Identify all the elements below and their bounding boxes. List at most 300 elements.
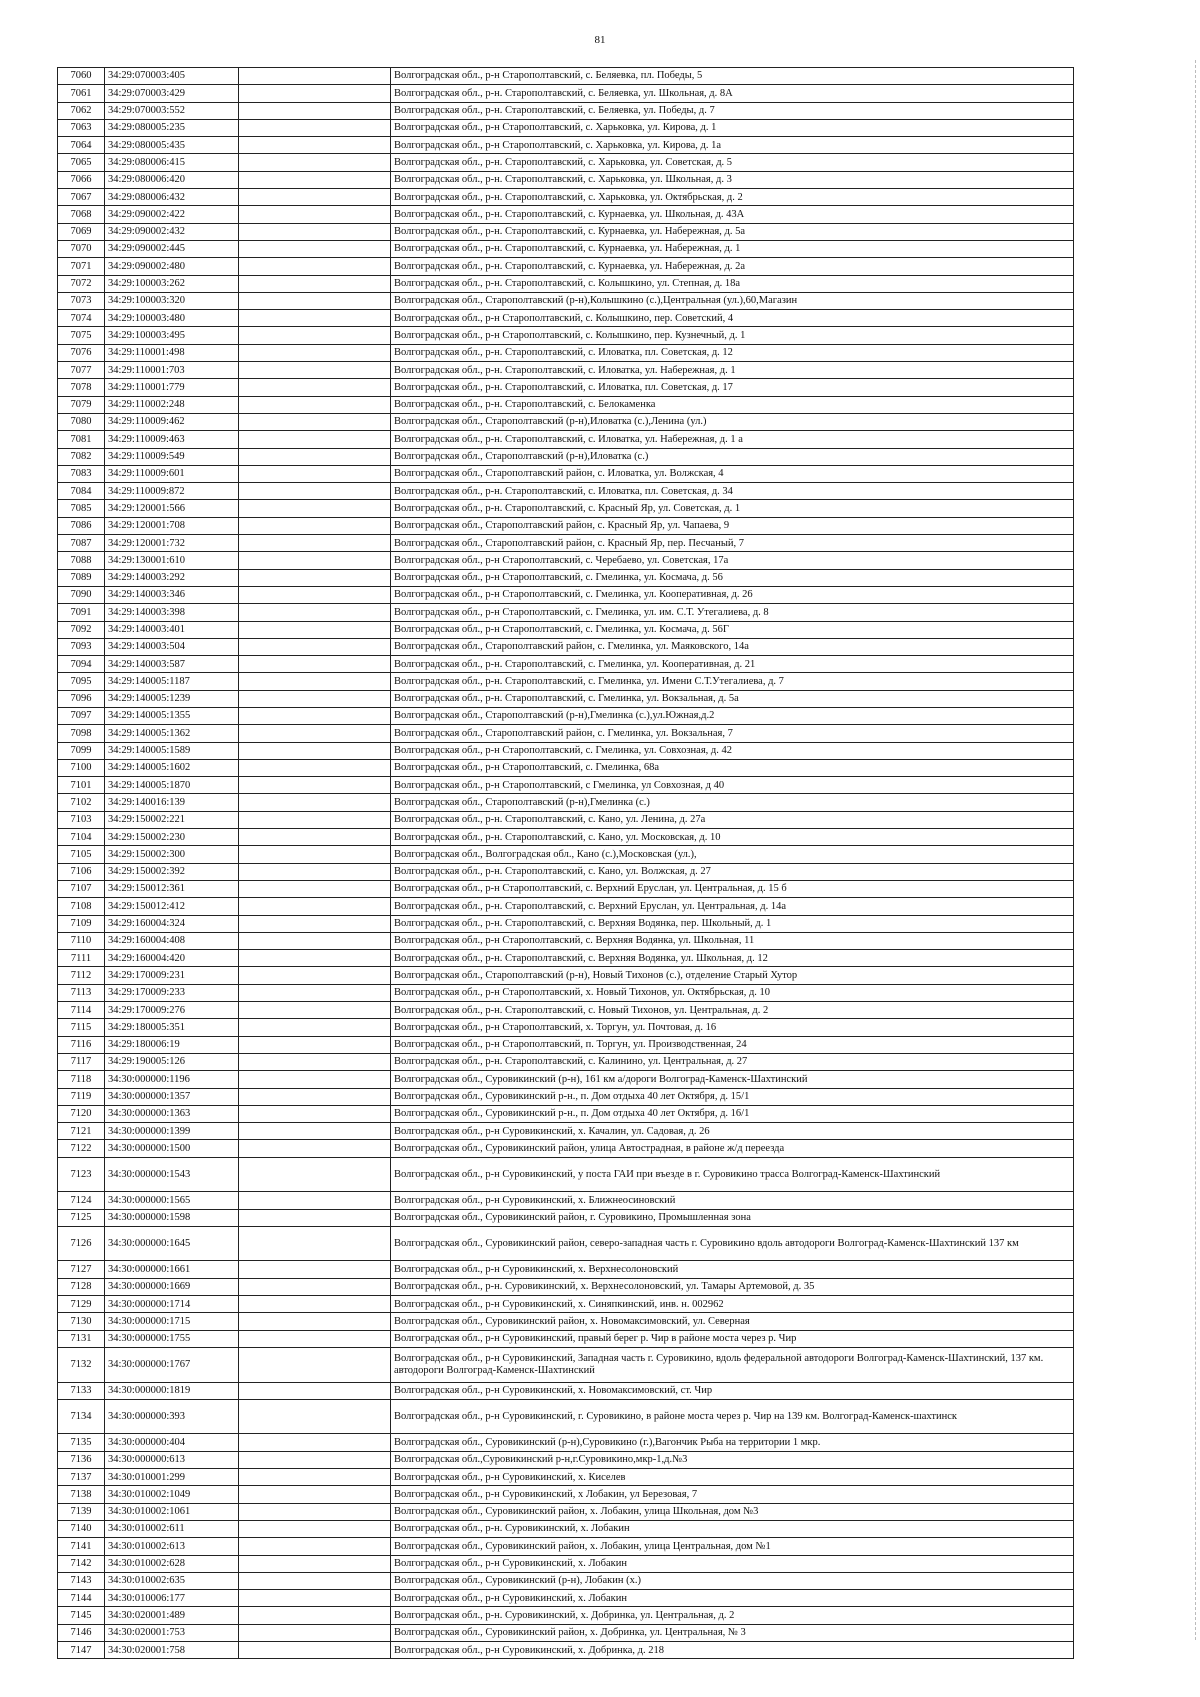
cadastral-number: 34:29:160004:420 xyxy=(105,950,239,967)
table-row xyxy=(58,1572,1074,1589)
cadastral-number: 34:30:000000:1819 xyxy=(105,1382,239,1399)
blank-cell xyxy=(239,932,391,949)
blank-cell xyxy=(239,1088,391,1105)
table-row xyxy=(58,829,1074,846)
table-row xyxy=(58,725,1074,742)
blank-cell xyxy=(239,1642,391,1659)
address-cell: Волгоградская обл., р-н. Старополтавский, с. Харьковка, ул. Советская, д. 5 xyxy=(391,154,1074,171)
row-number: 7125 xyxy=(58,1209,105,1226)
address-cell: Волгоградская обл., р-н. Старополтавский, с. Гмелинка, ул. Кооперативная, д. 21 xyxy=(391,656,1074,673)
row-number: 7073 xyxy=(58,292,105,309)
cadastral-number: 34:29:170009:276 xyxy=(105,1002,239,1019)
address-cell: Волгоградская обл., Старополтавский район, с. Красный Яр, ул. Чапаева, 9 xyxy=(391,517,1074,534)
cadastral-number: 34:29:090002:445 xyxy=(105,240,239,257)
cadastral-number: 34:30:010002:1061 xyxy=(105,1503,239,1520)
cadastral-number: 34:29:140005:1602 xyxy=(105,759,239,776)
address-cell: Волгоградская обл., р-н. Старополтавский, с. Иловатка, пл. Советская, д. 12 xyxy=(391,344,1074,361)
address-cell: Волгоградская обл., р-н Суровикинский, х Лобакин, ул Березовая, 7 xyxy=(391,1486,1074,1503)
address-cell: Волгоградская обл., Старополтавский район, с. Гмелинка, ул. Маяковского, 14а xyxy=(391,638,1074,655)
address-cell: Волгоградская обл., Старополтавский район, с. Иловатка, ул. Волжская, 4 xyxy=(391,465,1074,482)
row-number: 7143 xyxy=(58,1572,105,1589)
row-number: 7093 xyxy=(58,638,105,655)
blank-cell xyxy=(239,915,391,932)
table-row xyxy=(58,1123,1074,1140)
blank-cell xyxy=(239,1607,391,1624)
blank-cell xyxy=(239,950,391,967)
table-row xyxy=(58,396,1074,413)
table-row xyxy=(58,707,1074,724)
cadastral-number: 34:30:000000:1714 xyxy=(105,1296,239,1313)
table-row xyxy=(58,137,1074,154)
table-row xyxy=(58,690,1074,707)
row-number: 7071 xyxy=(58,258,105,275)
blank-cell xyxy=(239,1192,391,1209)
cadastral-number: 34:29:110009:872 xyxy=(105,483,239,500)
blank-cell xyxy=(239,1330,391,1347)
cadastral-number: 34:29:140003:398 xyxy=(105,604,239,621)
address-cell: Волгоградская обл., р-н Старополтавский, с. Колышкино, пер. Советский, 4 xyxy=(391,310,1074,327)
table-row xyxy=(58,880,1074,897)
row-number: 7137 xyxy=(58,1469,105,1486)
table-row xyxy=(58,915,1074,932)
row-number: 7138 xyxy=(58,1486,105,1503)
table-row xyxy=(58,863,1074,880)
cadastral-number: 34:29:110009:549 xyxy=(105,448,239,465)
table-row xyxy=(58,1209,1074,1226)
cadastral-number: 34:29:100003:480 xyxy=(105,310,239,327)
table-row xyxy=(58,1157,1074,1192)
cadastral-number: 34:29:140005:1589 xyxy=(105,742,239,759)
row-number: 7098 xyxy=(58,725,105,742)
address-cell: Волгоградская обл., р-н Старополтавский, с. Гмелинка, ул. Космача, д. 56Г xyxy=(391,621,1074,638)
cadastral-number: 34:30:000000:1767 xyxy=(105,1347,239,1382)
address-cell: Волгоградская обл., Старополтавский (р-н), Новый Тихонов (с.), отделение Старый Хутор xyxy=(391,967,1074,984)
blank-cell xyxy=(239,1209,391,1226)
address-cell: Волгоградская обл., Суровикинский район, улица Автострадная, в районе ж/д переезда xyxy=(391,1140,1074,1157)
blank-cell xyxy=(239,1469,391,1486)
cadastral-number: 34:29:150002:221 xyxy=(105,811,239,828)
cadastral-number: 34:29:140005:1870 xyxy=(105,777,239,794)
blank-cell xyxy=(239,984,391,1001)
table-row xyxy=(58,1486,1074,1503)
row-number: 7127 xyxy=(58,1261,105,1278)
table-row xyxy=(58,638,1074,655)
row-number: 7097 xyxy=(58,707,105,724)
blank-cell xyxy=(239,846,391,863)
row-number: 7074 xyxy=(58,310,105,327)
cadastral-number: 34:29:150012:361 xyxy=(105,880,239,897)
row-number: 7122 xyxy=(58,1140,105,1157)
row-number: 7131 xyxy=(58,1330,105,1347)
table-row xyxy=(58,517,1074,534)
blank-cell xyxy=(239,1036,391,1053)
table-row xyxy=(58,1071,1074,1088)
row-number: 7065 xyxy=(58,154,105,171)
cadastral-number: 34:30:000000:1598 xyxy=(105,1209,239,1226)
cadastral-number: 34:29:100003:320 xyxy=(105,292,239,309)
cadastral-number: 34:29:140005:1355 xyxy=(105,707,239,724)
address-cell: Волгоградская обл., Суровикинский район, х. Лобакин, улица Школьная, дом №3 xyxy=(391,1503,1074,1520)
row-number: 7100 xyxy=(58,759,105,776)
blank-cell xyxy=(239,119,391,136)
address-cell: Волгоградская обл., р-н Суровикинский, х. Лобакин xyxy=(391,1590,1074,1607)
blank-cell xyxy=(239,68,391,85)
row-number: 7070 xyxy=(58,240,105,257)
row-number: 7062 xyxy=(58,102,105,119)
table-row xyxy=(58,604,1074,621)
address-cell: Волгоградская обл., р-н Старополтавский, с. Верхняя Водянка, ул. Школьная, 11 xyxy=(391,932,1074,949)
address-cell: Волгоградская обл., р-н. Старополтавский, с. Верхняя Водянка, ул. Школьная, д. 12 xyxy=(391,950,1074,967)
address-cell: Волгоградская обл., р-н Старополтавский, с. Черебаево, ул. Советская, 17а xyxy=(391,552,1074,569)
address-cell: Волгоградская обл., р-н Старополтавский, х. Торгун, ул. Почтовая, д. 16 xyxy=(391,1019,1074,1036)
table-row xyxy=(58,1261,1074,1278)
address-cell: Волгоградская обл., р-н Старополтавский, с. Колышкино, пер. Кузнечный, д. 1 xyxy=(391,327,1074,344)
page-number: 81 xyxy=(594,34,606,46)
row-number: 7104 xyxy=(58,829,105,846)
address-cell: Волгоградская обл.,Суровикинский р-н,г.Суровикино,мкр-1,д.№3 xyxy=(391,1451,1074,1468)
blank-cell xyxy=(239,1434,391,1451)
row-number: 7144 xyxy=(58,1590,105,1607)
table-row xyxy=(58,1347,1074,1382)
address-cell: Волгоградская обл., р-н Старополтавский, с. Харьковка, ул. Кирова, д. 1а xyxy=(391,137,1074,154)
address-cell: Волгоградская обл., р-н. Старополтавский, с. Гмелинка, ул. Имени С.Т.Утегалиева, д. 7 xyxy=(391,673,1074,690)
address-cell: Волгоградская обл., р-н. Старополтавский, с. Курнаевка, ул. Школьная, д. 43А xyxy=(391,206,1074,223)
table-row xyxy=(58,362,1074,379)
address-cell: Волгоградская обл., Суровикинский (р-н),Суровикино (г.),Вагончик Рыба на территории 1 мкр. xyxy=(391,1434,1074,1451)
blank-cell xyxy=(239,621,391,638)
address-cell: Волгоградская обл., р-н Старополтавский, с. Гмелинка, ул. им. С.Т. Утегалиева, д. 8 xyxy=(391,604,1074,621)
blank-cell xyxy=(239,240,391,257)
table-row xyxy=(58,448,1074,465)
table-row xyxy=(58,119,1074,136)
row-number: 7083 xyxy=(58,465,105,482)
address-cell: Волгоградская обл., Суровикинский район, х. Новомаксимовский, ул. Северная xyxy=(391,1313,1074,1330)
cadastral-number: 34:29:080006:415 xyxy=(105,154,239,171)
table-row xyxy=(58,1088,1074,1105)
row-number: 7112 xyxy=(58,967,105,984)
blank-cell xyxy=(239,967,391,984)
row-number: 7067 xyxy=(58,189,105,206)
cadastral-number: 34:30:010006:177 xyxy=(105,1590,239,1607)
row-number: 7108 xyxy=(58,898,105,915)
row-number: 7090 xyxy=(58,586,105,603)
address-cell: Волгоградская обл., р-н. Старополтавский, с. Беляевка, ул. Победы, д. 7 xyxy=(391,102,1074,119)
row-number: 7101 xyxy=(58,777,105,794)
blank-cell xyxy=(239,1503,391,1520)
table-row xyxy=(58,1624,1074,1641)
table-row xyxy=(58,1555,1074,1572)
row-number: 7105 xyxy=(58,846,105,863)
blank-cell xyxy=(239,1140,391,1157)
table-row xyxy=(58,171,1074,188)
address-cell: Волгоградская обл., Старополтавский (р-н),Гмелинка (с.) xyxy=(391,794,1074,811)
cadastral-number: 34:29:090002:480 xyxy=(105,258,239,275)
address-cell: Волгоградская обл., Суровикинский (р-н), 161 км а/дороги Волгоград-Каменск-Шахтинский xyxy=(391,1071,1074,1088)
address-cell: Волгоградская обл., р-н. Старополтавский, с. Верхняя Водянка, пер. Школьный, д. 1 xyxy=(391,915,1074,932)
row-number: 7147 xyxy=(58,1642,105,1659)
cadastral-number: 34:30:000000:1500 xyxy=(105,1140,239,1157)
table-row xyxy=(58,1053,1074,1070)
row-number: 7080 xyxy=(58,413,105,430)
row-number: 7110 xyxy=(58,932,105,949)
cadastral-number: 34:30:000000:1363 xyxy=(105,1105,239,1122)
table-row xyxy=(58,1105,1074,1122)
table-row xyxy=(58,500,1074,517)
address-cell: Волгоградская обл., р-н Старополтавский, х. Новый Тихонов, ул. Октябрьская, д. 10 xyxy=(391,984,1074,1001)
address-cell: Волгоградская обл., р-н. Старополтавский, с. Иловатка, ул. Набережная, д. 1 а xyxy=(391,431,1074,448)
row-number: 7072 xyxy=(58,275,105,292)
table-row xyxy=(58,189,1074,206)
row-number: 7064 xyxy=(58,137,105,154)
cadastral-number: 34:30:010002:1049 xyxy=(105,1486,239,1503)
blank-cell xyxy=(239,327,391,344)
address-cell: Волгоградская обл., р-н Старополтавский, п. Торгун, ул. Производственная, 24 xyxy=(391,1036,1074,1053)
table-row xyxy=(58,206,1074,223)
blank-cell xyxy=(239,1105,391,1122)
table-row xyxy=(58,794,1074,811)
blank-cell xyxy=(239,1399,391,1434)
address-cell: Волгоградская обл., р-н Старополтавский, с. Гмелинка, ул. Совхозная, д. 42 xyxy=(391,742,1074,759)
table-row xyxy=(58,932,1074,949)
table-row xyxy=(58,465,1074,482)
row-number: 7130 xyxy=(58,1313,105,1330)
table-row xyxy=(58,431,1074,448)
table-row xyxy=(58,950,1074,967)
blank-cell xyxy=(239,1157,391,1192)
address-cell: Волгоградская обл., р-н. Старополтавский, с. Иловатка, пл. Советская, д. 17 xyxy=(391,379,1074,396)
blank-cell xyxy=(239,1538,391,1555)
address-cell: Волгоградская обл., р-н. Старополтавский, с. Беляевка, ул. Школьная, д. 8А xyxy=(391,85,1074,102)
cadastral-number: 34:29:170009:233 xyxy=(105,984,239,1001)
blank-cell xyxy=(239,586,391,603)
table-row xyxy=(58,586,1074,603)
table-row xyxy=(58,1278,1074,1295)
address-cell: Волгоградская обл., р-н. Старополтавский, с. Курнаевка, ул. Набережная, д. 2а xyxy=(391,258,1074,275)
blank-cell xyxy=(239,500,391,517)
cadastral-number: 34:30:000000:1645 xyxy=(105,1226,239,1261)
table-row xyxy=(58,1019,1074,1036)
blank-cell xyxy=(239,552,391,569)
cadastral-number: 34:29:110009:601 xyxy=(105,465,239,482)
blank-cell xyxy=(239,517,391,534)
row-number: 7087 xyxy=(58,535,105,552)
row-number: 7120 xyxy=(58,1105,105,1122)
row-number: 7129 xyxy=(58,1296,105,1313)
row-number: 7103 xyxy=(58,811,105,828)
row-number: 7141 xyxy=(58,1538,105,1555)
blank-cell xyxy=(239,1347,391,1382)
blank-cell xyxy=(239,344,391,361)
cadastral-number: 34:29:100003:495 xyxy=(105,327,239,344)
cadastral-number: 34:30:010002:635 xyxy=(105,1572,239,1589)
row-number: 7063 xyxy=(58,119,105,136)
row-number: 7061 xyxy=(58,85,105,102)
cadastral-number: 34:29:090002:422 xyxy=(105,206,239,223)
address-cell: Волгоградская обл., Волгоградская обл., Кано (с.),Московская (ул.), xyxy=(391,846,1074,863)
cadastral-number: 34:30:010001:299 xyxy=(105,1469,239,1486)
scan-edge xyxy=(1193,60,1196,1640)
cadastral-number: 34:29:130001:610 xyxy=(105,552,239,569)
address-cell: Волгоградская обл., р-н Суровикинский, х. Новомаксимовский, ст. Чир xyxy=(391,1382,1074,1399)
cadastral-number: 34:29:140003:504 xyxy=(105,638,239,655)
table-row xyxy=(58,1192,1074,1209)
row-number: 7126 xyxy=(58,1226,105,1261)
row-number: 7146 xyxy=(58,1624,105,1641)
row-number: 7068 xyxy=(58,206,105,223)
address-cell: Волгоградская обл., р-н. Старополтавский, с. Иловатка, ул. Набережная, д. 1 xyxy=(391,362,1074,379)
address-cell: Волгоградская обл., р-н. Старополтавский, с. Харьковка, ул. Школьная, д. 3 xyxy=(391,171,1074,188)
blank-cell xyxy=(239,137,391,154)
address-cell: Волгоградская обл., р-н. Старополтавский, с. Иловатка, пл. Советская, д. 34 xyxy=(391,483,1074,500)
address-cell: Волгоградская обл., р-н. Старополтавский, с. Калинино, ул. Центральная, д. 27 xyxy=(391,1053,1074,1070)
row-number: 7124 xyxy=(58,1192,105,1209)
table-row xyxy=(58,344,1074,361)
table-row xyxy=(58,1642,1074,1659)
address-cell: Волгоградская обл., р-н Суровикинский, правый берег р. Чир в районе моста через р. Чир xyxy=(391,1330,1074,1347)
address-cell: Волгоградская обл., Старополтавский район, с. Гмелинка, ул. Вокзальная, 7 xyxy=(391,725,1074,742)
cadastral-number: 34:29:150002:230 xyxy=(105,829,239,846)
blank-cell xyxy=(239,656,391,673)
address-cell: Волгоградская обл., Старополтавский (р-н),Гмелинка (с.),ул.Южная,д.2 xyxy=(391,707,1074,724)
cadastral-number: 34:30:000000:1399 xyxy=(105,1123,239,1140)
cadastral-number: 34:29:110001:498 xyxy=(105,344,239,361)
row-number: 7114 xyxy=(58,1002,105,1019)
table-row xyxy=(58,1002,1074,1019)
address-cell: Волгоградская обл., р-н. Старополтавский, с. Харьковка, ул. Октябрьская, д. 2 xyxy=(391,189,1074,206)
address-cell: Волгоградская обл., р-н. Старополтавский, с. Курнаевка, ул. Набережная, д. 1 xyxy=(391,240,1074,257)
cadastral-number: 34:29:120001:708 xyxy=(105,517,239,534)
table-row xyxy=(58,1330,1074,1347)
table-row xyxy=(58,413,1074,430)
cadastral-number: 34:29:110009:463 xyxy=(105,431,239,448)
address-cell: Волгоградская обл., Старополтавский (р-н),Иловатка (с.),Ленина (ул.) xyxy=(391,413,1074,430)
table-row xyxy=(58,621,1074,638)
row-number: 7121 xyxy=(58,1123,105,1140)
row-number: 7140 xyxy=(58,1520,105,1537)
table-row xyxy=(58,1590,1074,1607)
address-cell: Волгоградская обл., Старополтавский район, с. Красный Яр, пер. Песчаный, 7 xyxy=(391,535,1074,552)
table-row xyxy=(58,1434,1074,1451)
row-number: 7118 xyxy=(58,1071,105,1088)
cadastral-number: 34:30:000000:1543 xyxy=(105,1157,239,1192)
cadastral-number: 34:29:070003:405 xyxy=(105,68,239,85)
cadastral-number: 34:29:080006:432 xyxy=(105,189,239,206)
blank-cell xyxy=(239,223,391,240)
table-row xyxy=(58,967,1074,984)
blank-cell xyxy=(239,1624,391,1641)
blank-cell xyxy=(239,1451,391,1468)
table-row xyxy=(58,1503,1074,1520)
address-cell: Волгоградская обл., р-н Суровикинский, х. Ближнеосиновский xyxy=(391,1192,1074,1209)
address-cell: Волгоградская обл., р-н Суровикинский, х. Качалин, ул. Садовая, д. 26 xyxy=(391,1123,1074,1140)
cadastral-number: 34:30:010002:611 xyxy=(105,1520,239,1537)
address-cell: Волгоградская обл., р-н. Старополтавский, с. Верхний Еруслан, ул. Центральная, д. 14а xyxy=(391,898,1074,915)
cadastral-number: 34:30:000000:1715 xyxy=(105,1313,239,1330)
blank-cell xyxy=(239,1002,391,1019)
row-number: 7113 xyxy=(58,984,105,1001)
row-number: 7060 xyxy=(58,68,105,85)
table-row xyxy=(58,1607,1074,1624)
blank-cell xyxy=(239,794,391,811)
table-row xyxy=(58,673,1074,690)
cadastral-number: 34:30:000000:1565 xyxy=(105,1192,239,1209)
address-cell: Волгоградская обл., р-н Суровикинский, х. Киселев xyxy=(391,1469,1074,1486)
address-cell: Волгоградская обл., Суровикинский (р-н), Лобакин (х.) xyxy=(391,1572,1074,1589)
row-number: 7088 xyxy=(58,552,105,569)
table-row xyxy=(58,656,1074,673)
row-number: 7109 xyxy=(58,915,105,932)
blank-cell xyxy=(239,379,391,396)
address-cell: Волгоградская обл., р-н. Суровикинский, х. Добринка, ул. Центральная, д. 2 xyxy=(391,1607,1074,1624)
table-row xyxy=(58,569,1074,586)
cadastral-number: 34:29:150002:392 xyxy=(105,863,239,880)
table-row xyxy=(58,1226,1074,1261)
row-number: 7081 xyxy=(58,431,105,448)
row-number: 7084 xyxy=(58,483,105,500)
blank-cell xyxy=(239,673,391,690)
address-cell: Волгоградская обл., р-н Старополтавский, с. Гмелинка, ул. Космача, д. 56 xyxy=(391,569,1074,586)
blank-cell xyxy=(239,638,391,655)
cadastral-number: 34:29:140003:346 xyxy=(105,586,239,603)
cadastral-number: 34:30:020001:489 xyxy=(105,1607,239,1624)
table-row xyxy=(58,258,1074,275)
cadastral-number: 34:29:120001:732 xyxy=(105,535,239,552)
table-row xyxy=(58,742,1074,759)
blank-cell xyxy=(239,690,391,707)
table-row xyxy=(58,552,1074,569)
address-cell: Волгоградская обл., р-н Суровикинский, Западная часть г. Суровикино, вдоль федеральной автодороги Волгоград-Каменск-Шахтинский, 137 км. автодороги Волгоград-Каменск-Шахтинский xyxy=(391,1347,1074,1382)
blank-cell xyxy=(239,742,391,759)
cadastral-number: 34:29:110002:248 xyxy=(105,396,239,413)
blank-cell xyxy=(239,898,391,915)
table-row xyxy=(58,483,1074,500)
table-row xyxy=(58,1399,1074,1434)
address-cell: Волгоградская обл., р-н Суровикинский, х. Верхнесолоновский xyxy=(391,1261,1074,1278)
cadastral-number: 34:29:150002:300 xyxy=(105,846,239,863)
row-number: 7133 xyxy=(58,1382,105,1399)
registry-body xyxy=(58,68,1074,1659)
blank-cell xyxy=(239,725,391,742)
table-row xyxy=(58,1313,1074,1330)
blank-cell xyxy=(239,1382,391,1399)
blank-cell xyxy=(239,811,391,828)
row-number: 7066 xyxy=(58,171,105,188)
table-row xyxy=(58,85,1074,102)
blank-cell xyxy=(239,431,391,448)
cadastral-number: 34:30:010002:613 xyxy=(105,1538,239,1555)
cadastral-number: 34:29:080005:435 xyxy=(105,137,239,154)
blank-cell xyxy=(239,396,391,413)
cadastral-number: 34:29:140005:1239 xyxy=(105,690,239,707)
row-number: 7115 xyxy=(58,1019,105,1036)
registry-table xyxy=(57,67,1074,1659)
blank-cell xyxy=(239,707,391,724)
row-number: 7095 xyxy=(58,673,105,690)
row-number: 7145 xyxy=(58,1607,105,1624)
address-cell: Волгоградская обл., р-н. Старополтавский, с. Колышкино, ул. Степная, д. 18а xyxy=(391,275,1074,292)
table-row xyxy=(58,846,1074,863)
row-number: 7135 xyxy=(58,1434,105,1451)
address-cell: Волгоградская обл., р-н Старополтавский, с. Гмелинка, 68а xyxy=(391,759,1074,776)
address-cell: Волгоградская обл., р-н. Старополтавский, с. Курнаевка, ул. Набережная, д. 5а xyxy=(391,223,1074,240)
address-cell: Волгоградская обл., р-н. Суровикинский, х. Лобакин xyxy=(391,1520,1074,1537)
blank-cell xyxy=(239,1226,391,1261)
row-number: 7086 xyxy=(58,517,105,534)
address-cell: Волгоградская обл., р-н Старополтавский, с Гмелинка, ул Совхозная, д 40 xyxy=(391,777,1074,794)
cadastral-number: 34:29:070003:552 xyxy=(105,102,239,119)
table-row xyxy=(58,223,1074,240)
address-cell: Волгоградская обл., р-н. Старополтавский, с. Кано, ул. Волжская, д. 27 xyxy=(391,863,1074,880)
